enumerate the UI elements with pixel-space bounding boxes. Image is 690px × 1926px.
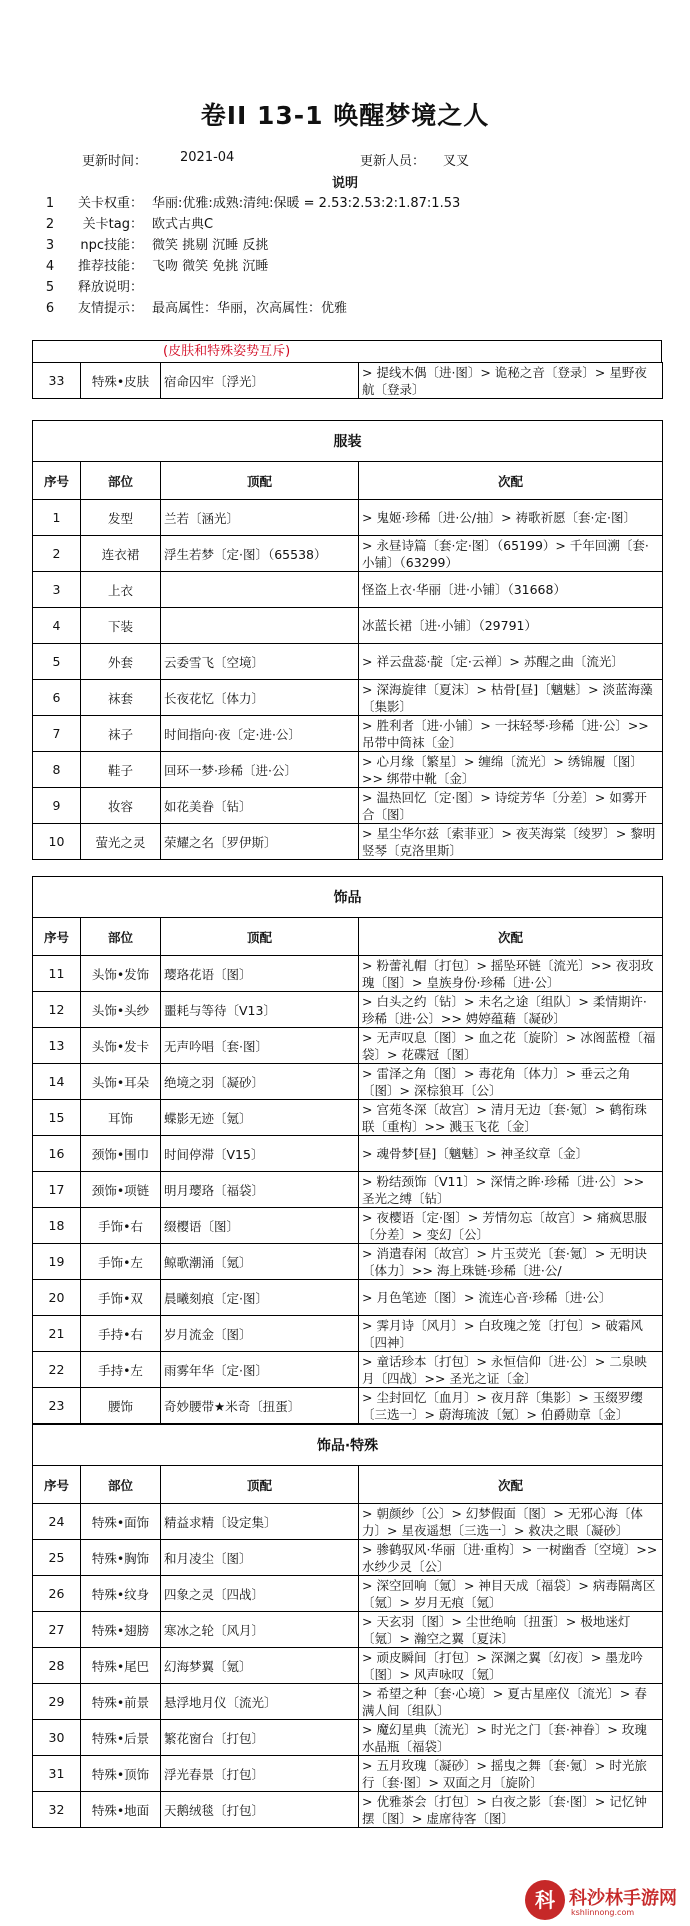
table-row [33, 1792, 663, 1828]
note-row [0, 277, 690, 298]
table-row [33, 1136, 663, 1172]
table-row [33, 1244, 663, 1280]
table-row [33, 363, 663, 399]
row-part: 特殊•尾巴 [81, 1648, 161, 1684]
row-number: 6 [33, 680, 81, 716]
row-alternatives: > 优雅茶会〔打包〕> 白夜之影〔套·图〕> 记忆钟摆〔图〕> 虚席待客〔图〕 [359, 1792, 663, 1828]
updater-label: 更新人员： [360, 154, 426, 169]
row-top-pick: 明月璎珞〔福袋〕 [161, 1172, 359, 1208]
row-number: 28 [33, 1648, 81, 1684]
table-row [33, 1756, 663, 1792]
row-part: 袜套 [81, 680, 161, 716]
accessories-table [32, 876, 663, 1424]
table-row [33, 680, 663, 716]
table-row [33, 1316, 663, 1352]
row-alternatives: > 消遣春闲〔故宫〕> 片玉荧光〔套·氪〕> 无明诀〔体力〕>> 海上珠链·珍稀〔进·公/ [359, 1244, 663, 1280]
row-part: 下装 [81, 608, 161, 644]
header-number: 序号 [33, 918, 81, 956]
table-row [33, 1504, 663, 1540]
row-top-pick: 奇妙腰带★米奇〔扭蛋〕 [161, 1388, 359, 1424]
table-row [33, 1028, 663, 1064]
note-row [0, 256, 690, 277]
section-title: 饰品·特殊 [33, 1425, 663, 1466]
row-part: 特殊•面饰 [81, 1504, 161, 1540]
row-alternatives: > 魂骨梦[昼]〔魑魅〕> 神圣纹章〔金〕 [359, 1136, 663, 1172]
row-alternatives: > 朝颜纱〔公〕> 幻梦假面〔图〕> 无邪心海〔体力〕> 星夜遥想〔三选一〕> 救决之眼〔凝砂〕 [359, 1504, 663, 1540]
page-title: 卷II 13-1 唤醒梦境之人 [200, 101, 490, 130]
row-number: 19 [33, 1244, 81, 1280]
row-part: 连衣裙 [81, 536, 161, 572]
row-top-pick: 时间停滞〔V15〕 [161, 1136, 359, 1172]
watermark-url: kshlinnong.com [571, 1908, 635, 1917]
row-top-pick: 回环一梦·珍稀〔进·公〕 [161, 752, 359, 788]
row-number: 12 [33, 992, 81, 1028]
table-row [33, 644, 663, 680]
row-number: 11 [33, 956, 81, 992]
note-key: 释放说明： [77, 280, 143, 295]
table-row [33, 788, 663, 824]
row-top-pick: 蝶影无迹〔氪〕 [161, 1100, 359, 1136]
note-value: 欧式古典C [152, 217, 214, 232]
row-part: 发型 [81, 500, 161, 536]
row-part: 头饰•发饰 [81, 956, 161, 992]
row-part: 特殊•后景 [81, 1720, 161, 1756]
row-top-pick: 噩耗与等待〔V13〕 [161, 992, 359, 1028]
note-value: 华丽:优雅:成熟:清纯:保暖 = 2.53:2.53:2:1.87:1.53 [152, 196, 461, 211]
header-top: 顶配 [161, 918, 359, 956]
header-alt: 次配 [359, 462, 663, 500]
table-row [33, 1172, 663, 1208]
table-row [33, 1388, 663, 1424]
note-number: 5 [45, 280, 55, 295]
row-part: 外套 [81, 644, 161, 680]
row-part: 头饰•发卡 [81, 1028, 161, 1064]
row-number: 20 [33, 1280, 81, 1316]
row-alternatives: > 尘封回忆〔血月〕> 夜月辞〔集影〕> 玉缀罗缨〔三选一〕> 蔚海琉波〔氪〕> 伯爵勋章〔金〕 [359, 1388, 663, 1424]
row-part: 特殊•前景 [81, 1684, 161, 1720]
row-part: 手持•左 [81, 1352, 161, 1388]
row-part: 腰饰 [81, 1388, 161, 1424]
note-number: 6 [45, 301, 55, 316]
row-part: 特殊•翅膀 [81, 1612, 161, 1648]
row-part: 颈饰•围巾 [81, 1136, 161, 1172]
clothing-table [32, 420, 663, 860]
row-top-pick: 晨曦刻痕〔定·图〕 [161, 1280, 359, 1316]
row-number: 8 [33, 752, 81, 788]
row-alternatives: > 祥云盘蕊·靛〔定·云禅〕> 苏醒之曲〔流光〕 [359, 644, 663, 680]
header-top: 顶配 [161, 462, 359, 500]
row-number: 21 [33, 1316, 81, 1352]
row-part: 特殊•地面 [81, 1792, 161, 1828]
warning-note: (皮肤和特殊姿势互斥) [32, 340, 662, 362]
row-number: 5 [33, 644, 81, 680]
row-alternatives: > 骖鹤驭风·华丽〔进·重构〕> 一树幽香〔空境〕>> 水纱少灵〔公〕 [359, 1540, 663, 1576]
table-row [33, 608, 663, 644]
row-top-pick: 雨雾年华〔定·图〕 [161, 1352, 359, 1388]
row-part: 特殊•皮肤 [81, 363, 161, 399]
row-top-pick: 长夜花忆〔体力〕 [161, 680, 359, 716]
row-number: 23 [33, 1388, 81, 1424]
row-alternatives: > 顽皮瞬间〔打包〕> 深渊之翼〔幻夜〕> 墨龙吟〔图〕> 风声咏叹〔氪〕 [359, 1648, 663, 1684]
row-alternatives: > 白头之约〔钻〕> 未名之途〔组队〕> 柔情期许·珍稀〔进·公〕>> 娉婷蕴藉〔凝砂〕 [359, 992, 663, 1028]
note-row [0, 214, 690, 235]
header-top: 顶配 [161, 1466, 359, 1504]
row-top-pick: 浮生若梦〔定·图〕（65538） [161, 536, 359, 572]
note-key: 友情提示： [77, 301, 143, 316]
row-part: 耳饰 [81, 1100, 161, 1136]
row-top-pick: 四象之灵〔四战〕 [161, 1576, 359, 1612]
row-part: 特殊•顶饰 [81, 1756, 161, 1792]
row-top-pick: 岁月流金〔图〕 [161, 1316, 359, 1352]
row-number: 22 [33, 1352, 81, 1388]
header-number: 序号 [33, 1466, 81, 1504]
row-alternatives: 怪盗上衣·华丽〔进·小铺〕（31668） [359, 572, 663, 608]
row-number: 25 [33, 1540, 81, 1576]
row-number: 31 [33, 1756, 81, 1792]
table-row [33, 1064, 663, 1100]
row-top-pick: 浮光春景〔打包〕 [161, 1756, 359, 1792]
skin-table [32, 362, 663, 399]
row-part: 颈饰•项链 [81, 1172, 161, 1208]
row-alternatives: > 宫苑冬深〔故宫〕> 清月无边〔套·氪〕> 鹤衔珠联〔重构〕>> 溅玉飞花〔金〕 [359, 1100, 663, 1136]
row-alternatives: > 无声叹息〔图〕> 血之花〔旋阶〕> 冰阁蓝橙〔福袋〕> 花碟冠〔图〕 [359, 1028, 663, 1064]
notes-heading: 说明 [331, 176, 358, 191]
row-part: 妆容 [81, 788, 161, 824]
table-row [33, 956, 663, 992]
table-row [33, 1648, 663, 1684]
note-key: 关卡权重： [77, 196, 143, 211]
row-alternatives: > 月色笔迹〔图〕> 流连心音·珍稀〔进·公〕 [359, 1280, 663, 1316]
row-top-pick: 璎珞花语〔图〕 [161, 956, 359, 992]
table-row [33, 1720, 663, 1756]
row-number: 17 [33, 1172, 81, 1208]
row-number: 29 [33, 1684, 81, 1720]
note-value: 飞吻 微笑 免挑 沉睡 [152, 259, 269, 274]
row-top-pick: 兰若〔涵光〕 [161, 500, 359, 536]
row-alternatives: > 魔幻星典〔流光〕> 时光之门〔套·神眷〕> 玫瑰水晶瓶〔福袋〕 [359, 1720, 663, 1756]
note-number: 1 [45, 196, 55, 211]
row-part: 特殊•胸饰 [81, 1540, 161, 1576]
table-row [33, 752, 663, 788]
header-part: 部位 [81, 918, 161, 956]
row-alternatives: 冰蓝长裙〔进·小铺〕（29791） [359, 608, 663, 644]
note-row [0, 193, 690, 214]
row-top-pick: 宿命囚牢〔浮光〕 [161, 363, 359, 399]
row-part: 手饰•左 [81, 1244, 161, 1280]
table-row [33, 1280, 663, 1316]
table-row [33, 992, 663, 1028]
note-value: 最高属性：华丽，次高属性：优雅 [152, 301, 348, 316]
table-row [33, 1576, 663, 1612]
header-part: 部位 [81, 462, 161, 500]
table-row [33, 500, 663, 536]
table-row [33, 1100, 663, 1136]
row-number: 32 [33, 1792, 81, 1828]
row-number: 10 [33, 824, 81, 860]
row-number: 30 [33, 1720, 81, 1756]
row-top-pick: 如花美眷〔钻〕 [161, 788, 359, 824]
row-top-pick: 幻海梦翼〔氪〕 [161, 1648, 359, 1684]
row-top-pick: 荣耀之名〔罗伊斯〕 [161, 824, 359, 860]
row-number: 24 [33, 1504, 81, 1540]
row-number: 2 [33, 536, 81, 572]
row-alternatives: > 深海旋律〔夏沫〕> 枯骨[昼]〔魑魅〕> 淡蓝海藻〔集影〕 [359, 680, 663, 716]
row-alternatives: > 雷泽之角〔图〕> 毒花角〔体力〕> 垂云之角〔图〕> 深棕狼耳〔公〕 [359, 1064, 663, 1100]
row-top-pick [161, 572, 359, 608]
row-number: 14 [33, 1064, 81, 1100]
row-top-pick: 天鹅绒毯〔打包〕 [161, 1792, 359, 1828]
section-title: 饰品 [33, 877, 663, 918]
row-top-pick: 鲸歌潮涌〔氪〕 [161, 1244, 359, 1280]
row-top-pick: 寒冰之轮〔风月〕 [161, 1612, 359, 1648]
row-alternatives: > 温热回忆〔定·图〕> 诗绽芳华〔分差〕> 如雾开合〔图〕 [359, 788, 663, 824]
note-row [0, 298, 690, 319]
row-alternatives: > 胜利者〔进·小铺〕> 一抹轻琴·珍稀〔进·公〕>> 吊带中筒袜〔金〕 [359, 716, 663, 752]
row-number: 16 [33, 1136, 81, 1172]
row-top-pick: 绝境之羽〔凝砂〕 [161, 1064, 359, 1100]
row-top-pick: 时间指向·夜〔定·进·公〕 [161, 716, 359, 752]
row-part: 特殊•纹身 [81, 1576, 161, 1612]
table-row [33, 1540, 663, 1576]
header-part: 部位 [81, 1466, 161, 1504]
row-part: 手饰•双 [81, 1280, 161, 1316]
note-number: 4 [45, 259, 55, 274]
row-top-pick: 和月凌尘〔图〕 [161, 1540, 359, 1576]
note-value: 微笑 挑剔 沉睡 反挑 [152, 238, 269, 253]
table-row [33, 1612, 663, 1648]
row-alternatives: > 粉蕾礼帽〔打包〕> 摇坠环链〔流光〕>> 夜羽玫瑰〔图〕> 皇族身份·珍稀〔进·公〕 [359, 956, 663, 992]
row-part: 手饰•右 [81, 1208, 161, 1244]
row-top-pick: 云委雪飞〔空境〕 [161, 644, 359, 680]
watermark-name: 科沙林手游网 [569, 1888, 677, 1909]
row-alternatives: > 永昼诗篇〔套·定·图〕（65199）> 千年回溯〔套·小铺〕（63299） [359, 536, 663, 572]
row-number: 9 [33, 788, 81, 824]
row-alternatives: > 星尘华尔兹〔索菲亚〕> 夜芙海棠〔绫罗〕> 黎明竖琴〔克洛里斯〕 [359, 824, 663, 860]
watermark-logo-icon: 科 [525, 1880, 565, 1920]
row-top-pick: 悬浮地月仪〔流光〕 [161, 1684, 359, 1720]
row-alternatives: > 深空回响〔氪〕> 神目天成〔福袋〕> 病毒隔离区〔氪〕> 岁月无痕〔氪〕 [359, 1576, 663, 1612]
update-time-label: 更新时间： [82, 154, 148, 169]
row-alternatives: > 天玄羽〔图〕> 尘世绝响〔扭蛋〕> 极地迷灯〔氪〕> 瀚空之翼〔夏沫〕 [359, 1612, 663, 1648]
section-title: 服装 [33, 421, 663, 462]
row-number: 27 [33, 1612, 81, 1648]
row-alternatives: > 霁月诗〔风月〕> 白玫瑰之笼〔打包〕> 破霜风〔四神〕 [359, 1316, 663, 1352]
row-alternatives: > 提线木偶〔进·图〕> 诡秘之音〔登录〕> 星野夜航〔登录〕 [359, 363, 663, 399]
row-top-pick: 无声吟唱〔套·图〕 [161, 1028, 359, 1064]
row-alternatives: > 鬼姬·珍稀〔进·公/抽〕> 祷歌祈愿〔套·定·图〕 [359, 500, 663, 536]
row-top-pick: 精益求精〔设定集〕 [161, 1504, 359, 1540]
updater: 叉叉 [443, 154, 470, 169]
row-number: 26 [33, 1576, 81, 1612]
row-top-pick: 繁花窗台〔打包〕 [161, 1720, 359, 1756]
note-key: npc技能： [80, 238, 143, 253]
row-alternatives: > 心月缘〔繁星〕> 缠绵〔流光〕> 绣锦履〔图〕>> 绑带中靴〔金〕 [359, 752, 663, 788]
row-part: 萤光之灵 [81, 824, 161, 860]
row-part: 头饰•头纱 [81, 992, 161, 1028]
row-part: 鞋子 [81, 752, 161, 788]
header-alt: 次配 [359, 918, 663, 956]
row-number: 1 [33, 500, 81, 536]
note-number: 3 [45, 238, 55, 253]
note-key: 推荐技能： [77, 259, 143, 274]
note-number: 2 [45, 217, 55, 232]
table-row [33, 824, 663, 860]
row-part: 袜子 [81, 716, 161, 752]
row-number: 4 [33, 608, 81, 644]
row-alternatives: > 希望之种〔套·心境〕> 夏古星座仪〔流光〕> 春满人间〔组队〕 [359, 1684, 663, 1720]
row-alternatives: > 童话珍本〔打包〕> 永恒信仰〔进·公〕> 二泉映月〔四战〕>> 圣光之证〔金〕 [359, 1352, 663, 1388]
row-number: 18 [33, 1208, 81, 1244]
row-part: 上衣 [81, 572, 161, 608]
row-number: 13 [33, 1028, 81, 1064]
table-row [33, 1352, 663, 1388]
row-part: 手持•右 [81, 1316, 161, 1352]
table-row [33, 716, 663, 752]
row-number: 3 [33, 572, 81, 608]
row-top-pick [161, 608, 359, 644]
row-number: 15 [33, 1100, 81, 1136]
row-part: 头饰•耳朵 [81, 1064, 161, 1100]
special-table [32, 1424, 663, 1828]
table-row [33, 1208, 663, 1244]
row-alternatives: > 夜樱语〔定·图〕> 芳情勿忘〔故宫〕> 痛疯思服〔分差〕> 变幻〔公〕 [359, 1208, 663, 1244]
header-alt: 次配 [359, 1466, 663, 1504]
note-row [0, 235, 690, 256]
site-watermark [525, 1878, 680, 1922]
row-top-pick: 缀樱语〔图〕 [161, 1208, 359, 1244]
header-number: 序号 [33, 462, 81, 500]
row-alternatives: > 粉结颈饰〔V11〕> 深情之眸·珍稀〔进·公〕>> 圣光之缚〔钻〕 [359, 1172, 663, 1208]
table-row [33, 572, 663, 608]
note-key: 关卡tag： [82, 217, 143, 232]
table-row [33, 1684, 663, 1720]
row-number: 33 [33, 363, 81, 399]
row-number: 7 [33, 716, 81, 752]
table-row [33, 536, 663, 572]
update-time: 2021-04 [180, 150, 235, 165]
row-alternatives: > 五月玫瑰〔凝砂〕> 摇曳之舞〔套·氪〕> 时光旅行〔套·图〕> 双面之月〔旋阶〕 [359, 1756, 663, 1792]
